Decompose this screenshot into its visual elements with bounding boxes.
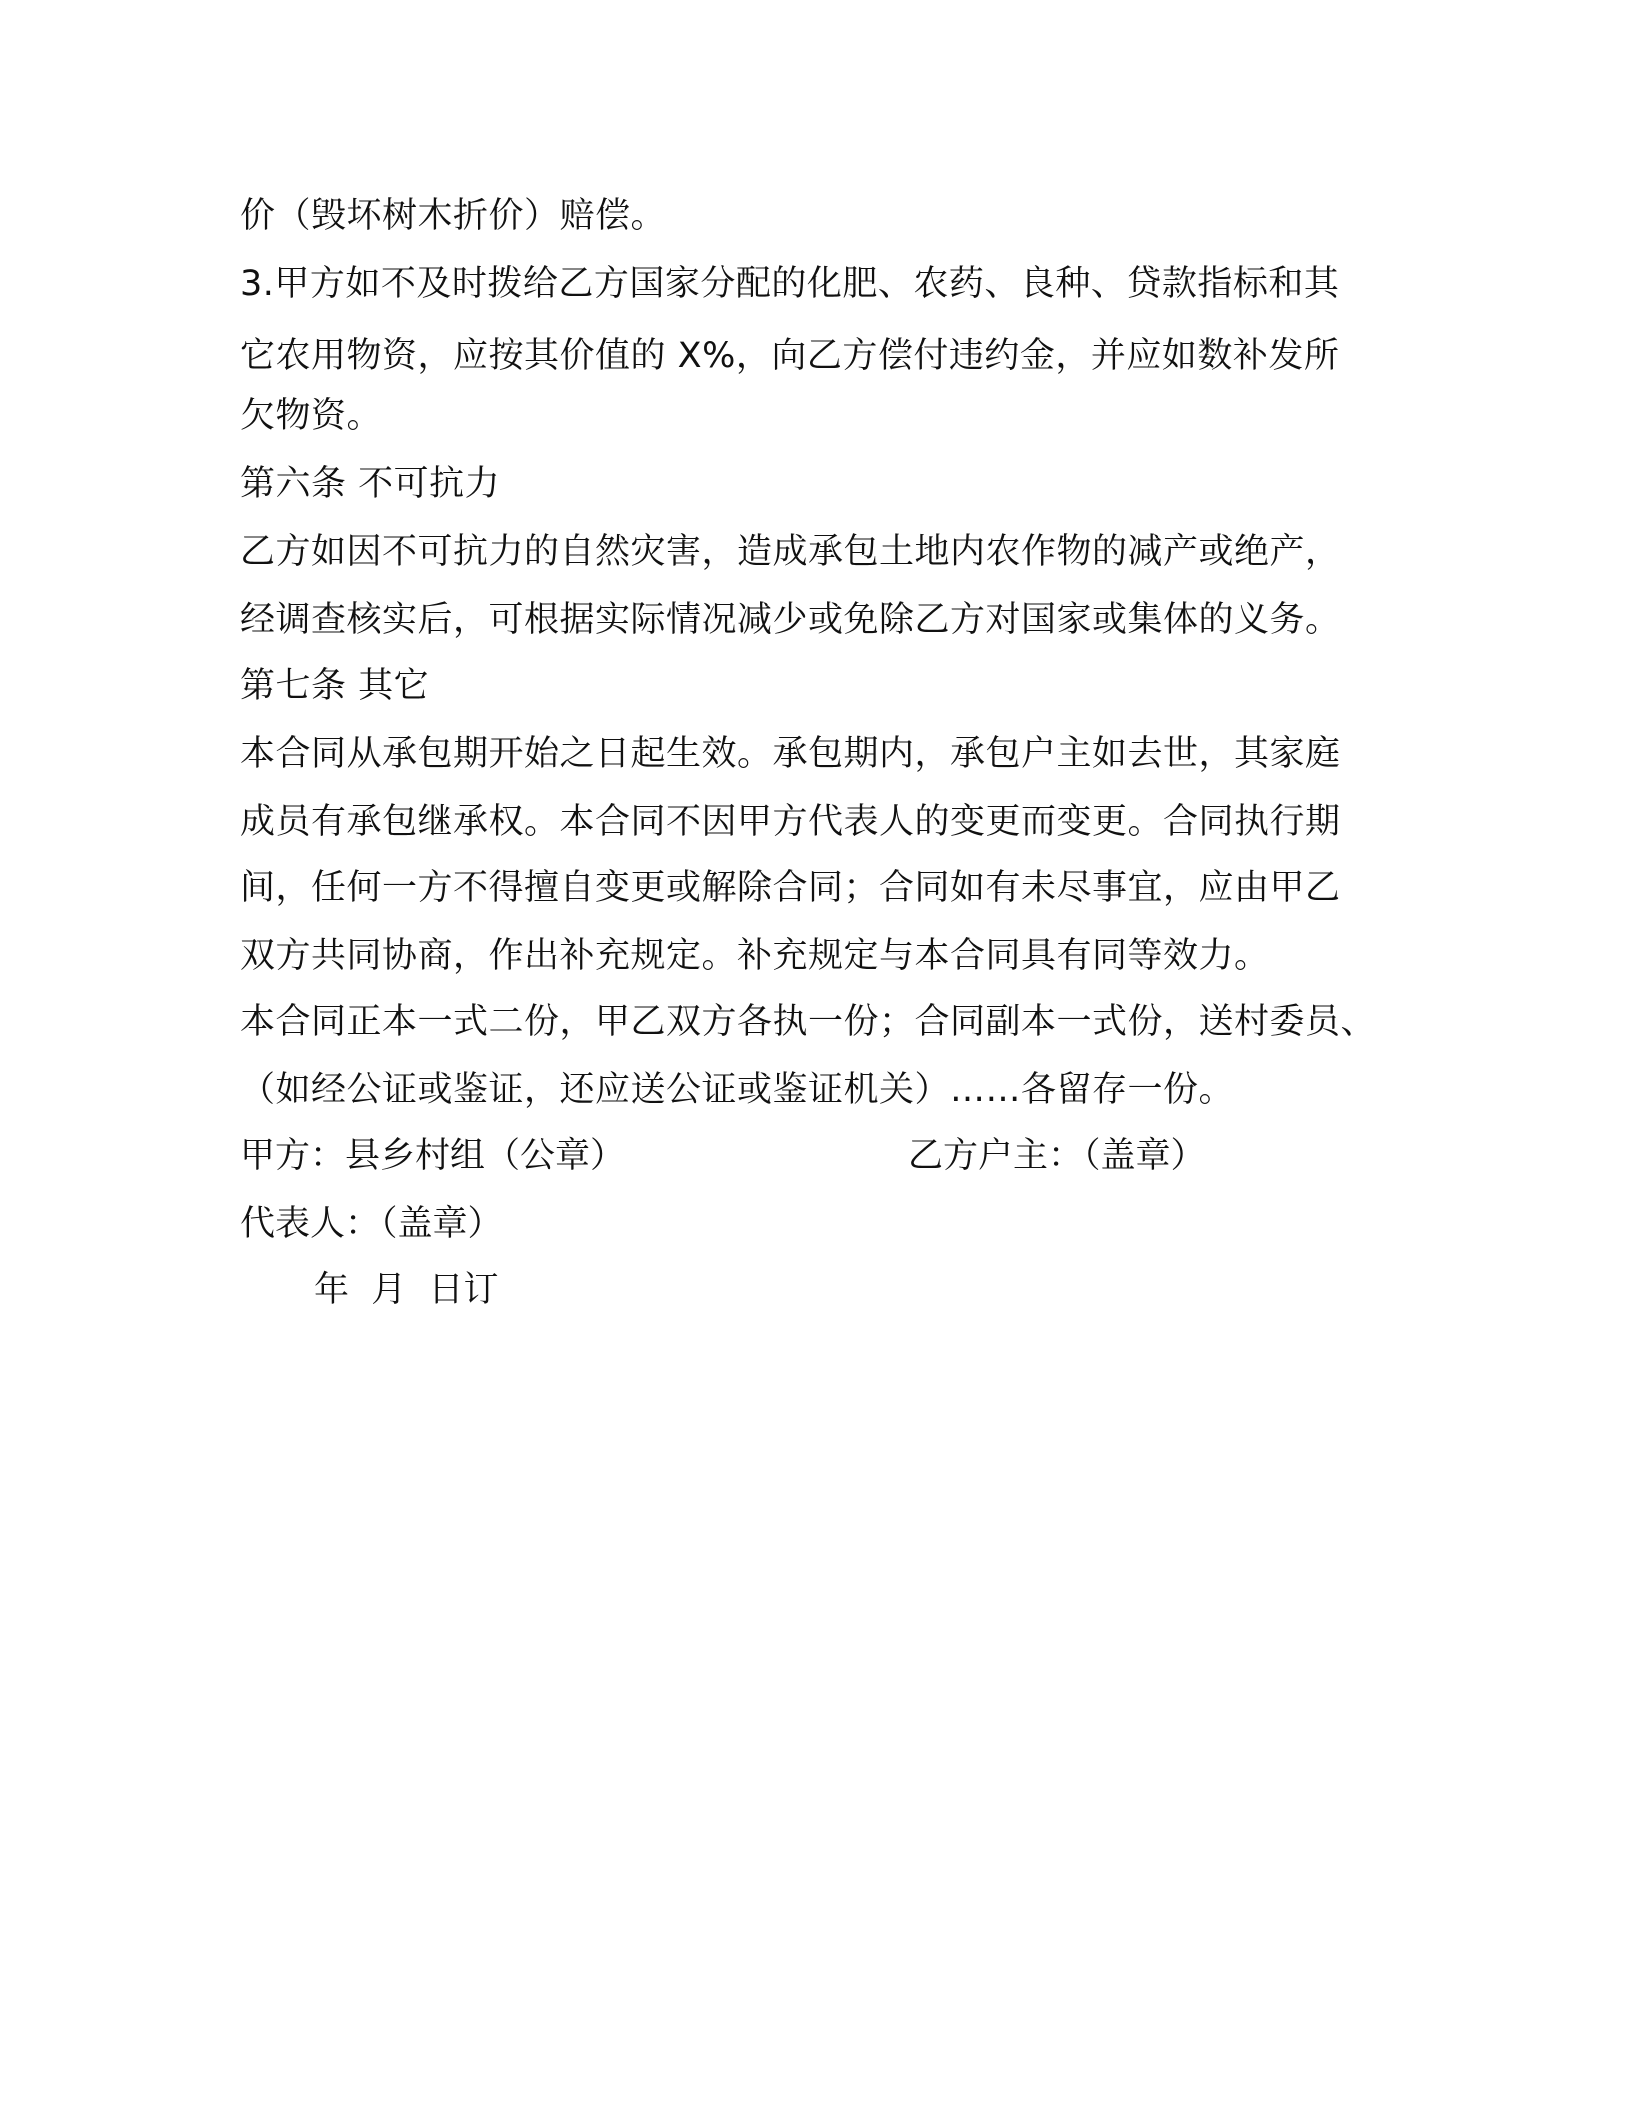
text-line: 间，任何一方不得擅自变更或解除合同；合同如有未尽事宜，应由甲乙: [240, 868, 1341, 908]
text-line: 双方共同协商，作出补充规定。补充规定与本合同具有同等效力。: [240, 936, 1270, 976]
text-line: 它农用物资，应按其价值的 X%，向乙方偿付违约金，并应如数补发所: [240, 336, 1340, 376]
text-line: （如经公证或鉴证，还应送公证或鉴证机关）……各留存一份。: [240, 1070, 1235, 1110]
text-line: 成员有承包继承权。本合同不因甲方代表人的变更而变更。合同执行期: [240, 802, 1341, 842]
text-line: 价（毁坏树木折价）赔偿。: [240, 196, 667, 236]
party-a-signature: 甲方：县乡村组（公章）: [240, 1136, 626, 1176]
text-line: 本合同从承包期开始之日起生效。承包期内，承包户主如去世，其家庭: [240, 734, 1341, 774]
section-heading-force-majeure: 第六条 不可抗力: [240, 464, 501, 504]
text-line: 乙方如因不可抗力的自然灾害，造成承包土地内农作物的减产或绝产，: [240, 532, 1341, 572]
section-heading-other: 第七条 其它: [240, 666, 430, 706]
text-line: 欠物资。: [240, 396, 383, 436]
party-b-signature: 乙方户主：（盖章）: [908, 1136, 1206, 1176]
text-line: 本合同正本一式二份，甲乙双方各执一份；合同副本一式份，送村委员、: [240, 1002, 1377, 1042]
representative-signature: 代表人：（盖章）: [240, 1204, 503, 1244]
signing-date: 年 月 日订: [314, 1270, 499, 1310]
text-line: 3.甲方如不及时拨给乙方国家分配的化肥、农药、良种、贷款指标和其: [240, 264, 1340, 304]
text-line: 经调查核实后，可根据实际情况减少或免除乙方对国家或集体的义务。: [240, 600, 1341, 640]
